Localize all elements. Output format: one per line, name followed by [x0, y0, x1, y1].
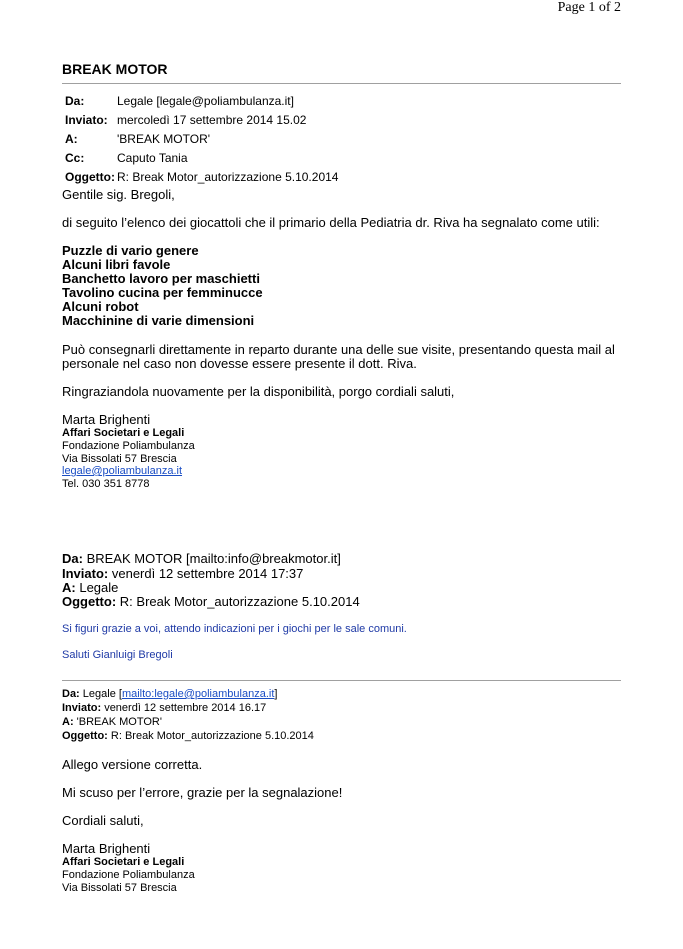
from-value: Legale [legale@poliambulanza.it] [117, 94, 294, 108]
signature-address: Via Bissolati 57 Brescia [62, 453, 177, 465]
signature2-address: Via Bissolati 57 Brescia [62, 882, 177, 894]
page-number: Page 1 of 2 [557, 0, 621, 15]
quoted2-sent-value: venerdì 12 settembre 2014 16.17 [104, 702, 267, 714]
quoted1-subject [62, 594, 360, 609]
to-value: 'BREAK MOTOR' [117, 132, 211, 146]
quoted2-line2: Mi scuso per l’errore, grazie per la segnalazione! [62, 785, 343, 800]
sent-label: Inviato: [65, 113, 108, 127]
cc-label: Cc: [65, 151, 85, 165]
quoted2-from-label: Da: [62, 688, 80, 700]
quoted1-to-label: A: [62, 580, 76, 595]
quoted2-to-label: A: [62, 716, 74, 728]
list-item: Tavolino cucina per femminucce [62, 285, 263, 300]
quoted2-from [62, 688, 277, 700]
quoted1-to-value: Legale [79, 580, 119, 595]
signature-name: Marta Brighenti [62, 412, 151, 427]
quote-divider [62, 680, 621, 681]
subject-label: Oggetto: [65, 170, 115, 184]
intro-text: di seguito l’elenco dei giocattoli che il primario della Pediatria dr. Riva ha segnalato come utili: [62, 215, 600, 230]
quoted1-to [62, 580, 118, 595]
thanks-text: Ringraziandola nuovamente per la disponibilità, porgo cordiali saluti, [62, 384, 455, 399]
list-item: Alcuni robot [62, 299, 139, 314]
list-item: Banchetto lavoro per maschietti [62, 271, 260, 286]
quoted1-sent-value: venerdì 12 settembre 2014 17:37 [111, 566, 304, 581]
quoted2-from-prefix: Legale [ [82, 688, 122, 700]
quoted2-to [62, 716, 162, 728]
quoted1-closing: Saluti Gianluigi Bregoli [62, 649, 173, 661]
quoted2-closing: Cordiali saluti, [62, 813, 144, 828]
sent-value: mercoledì 17 settembre 2014 15.02 [117, 113, 307, 127]
signature-org: Fondazione Poliambulanza [62, 440, 195, 452]
quoted1-sent [62, 566, 303, 581]
quoted2-from-suffix: ] [274, 688, 278, 700]
subject-value: R: Break Motor_autorizzazione 5.10.2014 [117, 170, 339, 184]
signature-email-link[interactable]: legale@poliambulanza.it [62, 465, 183, 477]
delivery-text-line2: personale nel caso non dovesse essere presente il dott. Riva. [62, 356, 417, 371]
quoted2-subject-value: R: Break Motor_autorizzazione 5.10.2014 [110, 730, 314, 742]
quoted1-subject-value: R: Break Motor_autorizzazione 5.10.2014 [119, 594, 360, 609]
quoted2-to-value: 'BREAK MOTOR' [76, 716, 162, 728]
quoted2-subject [62, 730, 314, 742]
quoted2-sent [62, 702, 266, 714]
quoted1-body: Si figuri grazie a voi, attendo indicazioni per i giochi per le sale comuni. [62, 623, 407, 635]
title-divider [62, 83, 621, 84]
email-title: BREAK MOTOR [62, 61, 168, 77]
quoted1-sent-label: Inviato: [62, 566, 109, 581]
list-item: Alcuni libri favole [62, 257, 171, 272]
quoted2-mailto-link[interactable]: mailto:legale@poliambulanza.it [121, 688, 275, 700]
to-label: A: [65, 132, 78, 146]
greeting: Gentile sig. Bregoli, [62, 187, 175, 202]
list-item: Puzzle di vario genere [62, 243, 199, 258]
quoted2-sent-label: Inviato: [62, 702, 102, 714]
from-label: Da: [65, 94, 85, 108]
quoted2-subject-label: Oggetto: [62, 730, 108, 742]
list-item: Macchinine di varie dimensioni [62, 313, 255, 328]
signature2-dept: Affari Societari e Legali [62, 856, 185, 868]
signature2-name: Marta Brighenti [62, 841, 151, 856]
signature-dept: Affari Societari e Legali [62, 427, 185, 439]
quoted1-from [62, 551, 341, 566]
quoted1-from-label: Da: [62, 551, 83, 566]
signature-phone: Tel. 030 351 8778 [62, 478, 150, 490]
cc-value: Caputo Tania [117, 151, 188, 165]
delivery-text-line1: Può consegnarli direttamente in reparto durante una delle sue visite, presentando questa mail al [62, 342, 615, 357]
quoted2-line1: Allego versione corretta. [62, 757, 203, 772]
quoted1-from-value: BREAK MOTOR [mailto:info@breakmotor.it] [86, 551, 341, 566]
quoted1-subject-label: Oggetto: [62, 594, 117, 609]
signature2-org: Fondazione Poliambulanza [62, 869, 195, 881]
